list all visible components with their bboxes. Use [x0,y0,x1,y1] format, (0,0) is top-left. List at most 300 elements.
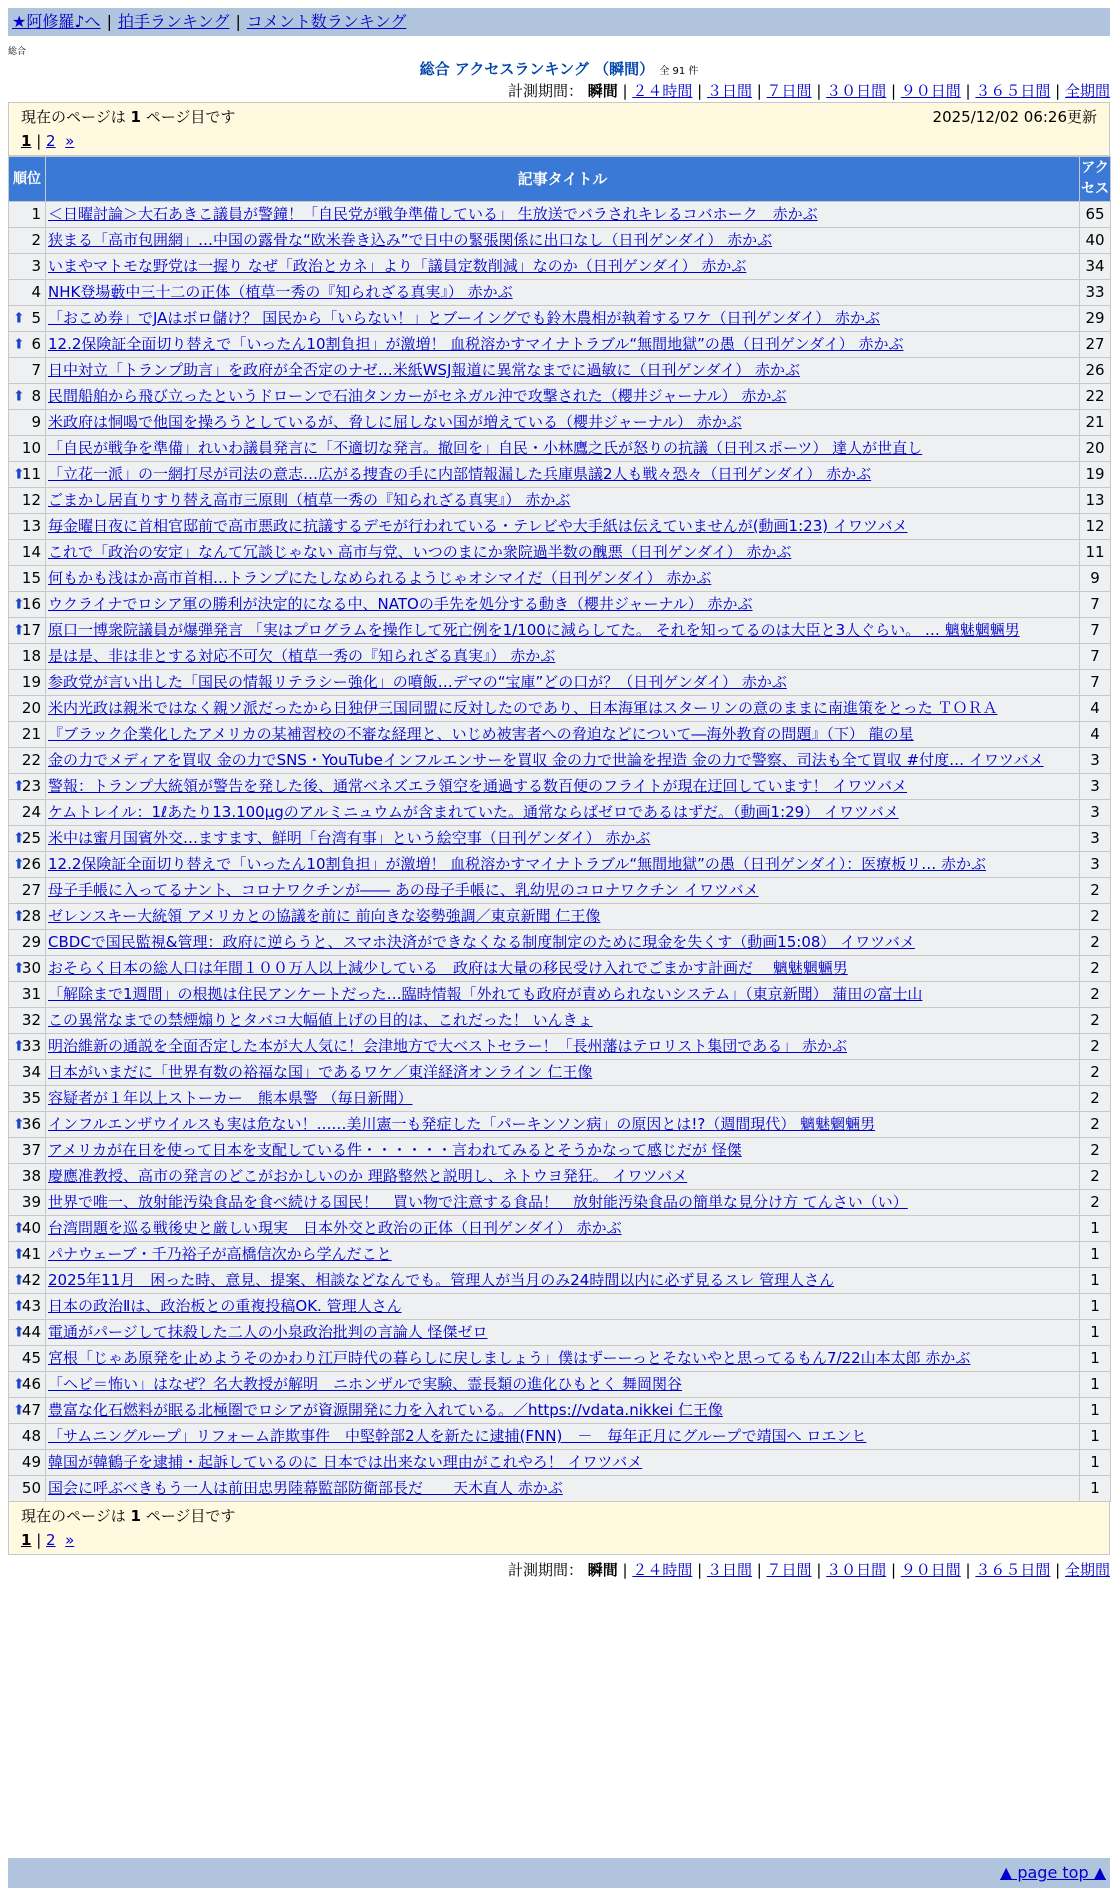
table-row [9,1346,1111,1372]
article-link[interactable]: 民間船舶から飛び立ったというドローンで石油タンカーがセネガル沖で攻撃された（櫻井ジャーナル） 赤かぶ [48,387,787,405]
rank-cell [9,228,46,254]
rank-number: 50 [21,1479,41,1497]
period-option-5[interactable]: ３６５日間 [975,1561,1051,1579]
period-option-3[interactable]: ３０日間 [826,1561,887,1579]
category-label: 総合 [8,47,27,57]
rank-number: 47 [21,1401,41,1419]
period-option-1[interactable]: ３日間 [706,1561,752,1579]
title-cell [46,1242,1080,1268]
comment-ranking-link[interactable]: コメント数ランキング [246,12,407,31]
article-link[interactable]: 明治維新の通説を全面否定した本が大人気に！会津地方で大ベストセラー！「長州藩はテロリスト集団である」 赤かぶ [48,1037,848,1055]
page-top-link[interactable]: ▲ page top ▲ [999,1863,1106,1882]
rank-cell [9,1320,46,1346]
title-cell [46,852,1080,878]
table-row [9,280,1111,306]
rank-number: 49 [21,1453,41,1471]
title-cell [46,1268,1080,1294]
period-option-6[interactable]: 全期間 [1064,1561,1110,1579]
title-cell [46,930,1080,956]
table-row [9,254,1111,280]
rank-cell [9,306,46,332]
table-row [9,1216,1111,1242]
access-count: 1 [1080,1242,1111,1268]
rank-cell [9,826,46,852]
article-link[interactable]: 米中は蜜月国賓外交…ますます、鮮明「台湾有事」という絵空事（日刊ゲンダイ） 赤かぶ [48,829,651,847]
title-cell [46,1216,1080,1242]
access-count: 34 [1080,254,1111,280]
article-link[interactable]: 「自民が戦争を準備」れいわ議員発言に「不適切な発言。撤回を」自民・小林鷹之氏が怒りの抗議（日刊スポーツ） 達人が世直し [48,439,923,457]
title-cell [46,1138,1080,1164]
article-link[interactable]: 電通がパージして抹殺した二人の小泉政治批判の言論人 怪傑ゼロ [48,1323,488,1341]
table-row [9,904,1111,930]
rank-cell [9,1008,46,1034]
access-count: 2 [1080,982,1111,1008]
article-link[interactable]: 「ヘビ＝怖い」はなぜ？名大教授が解明 ニホンザルで実験、霊長類の進化ひもとく 舞岡関谷 [48,1375,683,1393]
period-option-0[interactable]: ２４時間 [632,1561,693,1579]
arrow-up-icon: ⬆ [13,388,25,404]
period-selector: 計測期間： 瞬間 | ２４時間 | ３日間 | ７日間 | ３０日間 | ９０日間 | ３６５日間 | 全期間 [507,1561,1110,1579]
title-cell [46,592,1080,618]
access-count: 7 [1080,618,1111,644]
arrow-up-icon: ⬆ [13,1402,25,1418]
title-cell [46,566,1080,592]
header-access: アクセス [1080,157,1111,202]
rank-cell [9,1138,46,1164]
period-option-0[interactable]: ２４時間 [632,82,693,100]
access-count: 2 [1080,1008,1111,1034]
table-row [9,748,1111,774]
access-count: 2 [1080,1034,1111,1060]
rank-number: 30 [21,959,41,977]
article-link[interactable]: ゼレンスキー大統領 アメリカとの協議を前に 前向きな姿勢強調／東京新聞 仁王像 [48,907,601,925]
arrow-up-icon: ⬆ [13,908,25,924]
rank-number: 21 [21,725,41,743]
rank-number: 15 [21,569,41,587]
title-cell [46,1450,1080,1476]
rank-number: 38 [21,1167,41,1185]
period-label: 計測期間： [507,1561,588,1579]
access-count: 1 [1080,1346,1111,1372]
article-link[interactable]: 『ブラック企業化したアメリカの某補習校の不審な経理と、いじめ被害者への脅迫などについて―海外教育の問題』（下） 龍の星 [48,725,914,743]
article-link[interactable]: CBDCで国民監視&管理：政府に逆らうと、スマホ決済ができなくなる制度制定のために現金を失くす（動画15:08） イワツバメ [48,933,915,951]
article-link[interactable]: ケムトレイル：1ℓあたり13.100μgのアルミニュウムが含まれていた。通常ならばゼロであるはずだ。（動画1:29） イワツバメ [48,803,899,821]
article-link[interactable]: 母子手帳に入ってるナント、コロナワクチンが―― あの母子手帳に、乳幼児のコロナワクチン イワツバメ [48,881,759,899]
rank-cell [9,1372,46,1398]
access-count: 13 [1080,488,1111,514]
rank-number: 39 [21,1193,41,1211]
arrow-up-icon: ⬆ [13,466,25,482]
article-link[interactable]: おそらく日本の総人口は年間１００万人以上減少している 政府は大量の移民受け入れでごまかす計画だ 魑魅魍魎男 [48,959,848,977]
table-row [9,722,1111,748]
pager-top [8,102,1110,156]
title-cell [46,722,1080,748]
access-count: 2 [1080,1060,1111,1086]
article-link[interactable]: この異常なまでの禁煙煽りとタバコ大幅値上げの目的は、これだった！ いんきょ [48,1011,593,1029]
access-count: 1 [1080,1424,1111,1450]
rank-cell [9,1398,46,1424]
next-page-link[interactable]: » [65,132,75,150]
title-cell [46,1112,1080,1138]
table-row [9,1164,1111,1190]
rank-cell [9,1476,46,1502]
access-count: 3 [1080,774,1111,800]
table-row [9,878,1111,904]
article-link[interactable]: パナウェーブ・千乃裕子が高橋信次から学んだこと [48,1245,392,1263]
period-option-2[interactable]: ７日間 [766,82,812,100]
access-count: 1 [1080,1450,1111,1476]
article-link[interactable]: ＜日曜討論＞大石あきこ議員が警鐘！「自民党が戦争準備している」 生放送でバラされキレるコバホーク 赤かぶ [48,205,818,223]
current-page-text: 現在のページは 1 ページ目です [21,108,236,126]
rank-cell [9,592,46,618]
title-cell [46,202,1080,228]
article-link[interactable]: インフルエンザウイルスも実は危ない！……美川憲一も発症した「パーキンソン病」の原因とは!?（週間現代） 魑魅魍魎男 [48,1115,876,1133]
page-2-link[interactable]: 2 [46,1531,56,1549]
rank-cell [9,566,46,592]
rank-cell [9,1268,46,1294]
rank-cell [9,800,46,826]
table-row [9,670,1111,696]
rank-number: 9 [31,413,41,431]
table-row [9,1242,1111,1268]
title-cell [46,1424,1080,1450]
rank-cell [9,670,46,696]
current-page-text: 現在のページは 1 ページ目です [21,1507,236,1525]
table-row [9,514,1111,540]
article-link[interactable]: 日中対立「トランプ助言」を政府が全否定のナゼ…米紙WSJ報道に異常なまでに過敏に（日刊ゲンダイ） 赤かぶ [48,361,801,379]
arrow-up-icon: ⬆ [13,336,25,352]
article-link[interactable]: 毎金曜日夜に首相官邸前で高市悪政に抗議するデモが行われている・テレビや大手紙は伝えていませんが(動画1:23) イワツバメ [48,517,908,535]
period-option-6[interactable]: 全期間 [1064,82,1110,100]
period-current: 瞬間 [587,1561,618,1579]
access-count: 3 [1080,852,1111,878]
period-label: 計測期間： [507,82,588,100]
rank-number: 7 [31,361,41,379]
rank-number: 37 [21,1141,41,1159]
rank-number: 6 [31,335,41,353]
rank-number: 1 [31,205,41,223]
article-link[interactable]: 台湾問題を巡る戦後史と厳しい現実 日本外交と政治の正体（日刊ゲンダイ） 赤かぶ [48,1219,622,1237]
table-row [9,228,1111,254]
rank-cell [9,1424,46,1450]
title-cell [46,878,1080,904]
page-2-link[interactable]: 2 [46,132,56,150]
title-cell [46,1372,1080,1398]
page-title-text: 総合 アクセスランキング （瞬間） [419,60,655,78]
article-link[interactable]: 2025年11月 困った時、意見、提案、相談などなんでも。管理人が当月のみ24時間以内に必ず見るスレ 管理人さん [48,1271,835,1289]
article-link[interactable]: 警報：トランプ大統領が警告を発した後、通常ベネズエラ領空を通過する数百便のフライトが現在迂回しています！ イワツバメ [48,777,908,795]
top-nav-bar [8,8,1110,36]
arrow-up-icon: ⬆ [13,1376,25,1392]
title-cell [46,1294,1080,1320]
article-link[interactable]: 是は是、非は非とする対応不可欠（植草一秀の『知られざる真実』） 赤かぶ [48,647,556,665]
rank-number: 5 [31,309,41,327]
footer-bar [8,1858,1110,1888]
table-row [9,1268,1111,1294]
title-cell [46,254,1080,280]
access-count: 1 [1080,1476,1111,1502]
article-link[interactable]: 宮根「じゃあ原発を止めようそのかわり江戸時代の暮らしに戻しましょう」僕はずーーっとそないやと思ってるもん7/22山本太郎 赤かぶ [48,1349,971,1367]
access-count: 1 [1080,1268,1111,1294]
title-cell [46,800,1080,826]
title-cell [46,436,1080,462]
ranking-table [8,156,1111,1502]
table-row [9,644,1111,670]
rank-number: 20 [21,699,41,717]
arrow-up-icon: ⬆ [13,310,25,326]
period-current: 瞬間 [587,82,618,100]
article-link[interactable]: 参政党が言い出した「国民の情報リテラシー強化」の噴飯…デマの“宝庫”どの口が？（日刊ゲンダイ） 赤かぶ [48,673,787,691]
arrow-up-icon: ⬆ [13,960,25,976]
rank-number: 29 [21,933,41,951]
access-count: 40 [1080,228,1111,254]
rank-number: 41 [21,1245,41,1263]
page [8,8,1110,1581]
table-row [9,618,1111,644]
clap-ranking-link[interactable]: 拍手ランキング [117,12,230,31]
article-link[interactable]: 豊富な化石燃料が眠る北極圏でロシアが資源開発に力を入れている。／https://vdata.nikkei 仁王像 [48,1401,723,1419]
table-row [9,566,1111,592]
title-cell [46,514,1080,540]
rank-cell [9,618,46,644]
arrow-up-icon: ⬆ [13,1246,25,1262]
rank-number: 25 [21,829,41,847]
rank-number: 35 [21,1089,41,1107]
article-link[interactable]: 12.2保険証全面切り替えで「いったん10割負担」が激増！ 血税溶かすマイナトラブル“無間地獄”の愚（日刊ゲンダイ） 赤かぶ [48,335,904,353]
access-count: 1 [1080,1398,1111,1424]
access-count: 2 [1080,878,1111,904]
rank-number: 34 [21,1063,41,1081]
article-link[interactable]: 米内光政は親米ではなく親ソ派だったから日独伊三国同盟に反対したのであり、日本海軍はスターリンの意のままに南進策をとった ＴＯＲＡ [48,699,998,717]
rank-number: 22 [21,751,41,769]
article-link[interactable]: これで「政治の安定」なんて冗談じゃない 高市与党、いつのまにか衆院過半数の醜悪（日刊ゲンダイ） 赤かぶ [48,543,792,561]
rank-cell [9,514,46,540]
access-count: 20 [1080,436,1111,462]
title-cell [46,1008,1080,1034]
rank-number: 45 [21,1349,41,1367]
rank-number: 8 [31,387,41,405]
pager-bottom [8,1502,1110,1555]
access-count: 22 [1080,384,1111,410]
table-row [9,1320,1111,1346]
rank-number: 28 [21,907,41,925]
article-link[interactable]: 日本の政治Ⅱは、政治板との重複投稿OK. 管理人さん [48,1297,402,1315]
access-count: 4 [1080,722,1111,748]
article-link[interactable]: NHK登場藪中三十二の正体（植草一秀の『知られざる真実』） 赤かぶ [48,283,513,301]
rank-number: 4 [31,283,41,301]
access-count: 9 [1080,566,1111,592]
access-count: 7 [1080,592,1111,618]
rank-number: 36 [21,1115,41,1133]
table-row [9,436,1111,462]
article-link[interactable]: 韓国が韓鶴子を逮捕・起訴しているのに 日本では出来ない理由がこれやろ！ イワツバメ [48,1453,643,1471]
rank-cell [9,878,46,904]
title-cell [46,670,1080,696]
article-link[interactable]: 慶應准教授、高市の発言のどこがおかしいのか 理路整然と説明し、ネトウヨ発狂。 イワツバメ [48,1167,688,1185]
access-count: 65 [1080,202,1111,228]
article-link[interactable]: 金の力でメディアを買収 金の力でSNS・YouTubeインフルエンサーを買収 金の力で世論を捏造 金の力で警察、司法も全て買収 #付度… イワツバメ [48,751,1044,769]
rank-cell [9,1346,46,1372]
table-row [9,826,1111,852]
title-cell [46,410,1080,436]
rank-number: 2 [31,231,41,249]
rank-cell [9,774,46,800]
article-link[interactable]: 国会に呼ぶべきもう一人は前田忠男陸幕監部防衛部長だ 天木直人 赤かぶ [48,1479,563,1497]
access-count: 7 [1080,670,1111,696]
period-option-4[interactable]: ９０日間 [900,82,961,100]
title-cell [46,1476,1080,1502]
rank-number: 10 [21,439,41,457]
access-count: 3 [1080,826,1111,852]
rank-cell [9,1242,46,1268]
title-cell [46,696,1080,722]
period-option-3[interactable]: ３０日間 [826,82,887,100]
arrow-up-icon: ⬆ [13,622,25,638]
title-cell [46,774,1080,800]
rank-number: 11 [21,465,41,483]
access-count: 3 [1080,800,1111,826]
table-row [9,1190,1111,1216]
article-link[interactable]: 容疑者が１年以上ストーカー 熊本県警 （毎日新聞） [48,1089,413,1107]
table-row [9,410,1111,436]
article-link[interactable]: いまやマトモな野党は一握り なぜ「政治とカネ」より「議員定数削減」なのか（日刊ゲンダイ） 赤かぶ [48,257,747,275]
arrow-up-icon: ⬆ [13,1116,25,1132]
arrow-up-icon: ⬆ [13,856,25,872]
article-link[interactable]: 「解除まで1週間」の根拠は住民アンケートだった…臨時情報「外れても政府が責められないシステム」（東京新聞） 蒲田の富士山 [48,985,923,1003]
next-page-link[interactable]: » [65,1531,75,1549]
article-link[interactable]: 米政府は恫喝で他国を操ろうとしているが、脅しに屈しない国が増えている（櫻井ジャーナル） 赤かぶ [48,413,742,431]
access-count: 2 [1080,956,1111,982]
table-row [9,956,1111,982]
page-1-current: 1 [21,132,32,150]
title-cell [46,462,1080,488]
article-link[interactable]: 「サムニングループ」リフォーム詐欺事件 中堅幹部2人を新たに逮捕(FNN) － 毎年正月にグループで靖国へ ロエンヒ [48,1427,867,1445]
access-count: 29 [1080,306,1111,332]
rank-number: 16 [21,595,41,613]
article-link[interactable]: 何もかも浅はか高市首相…トランプにたしなめられるようじゃオシマイだ（日刊ゲンダイ） 赤かぶ [48,569,712,587]
title-cell [46,280,1080,306]
rank-number: 27 [21,881,41,899]
pagination: 1 | 2 » [21,132,75,150]
rank-cell [9,1112,46,1138]
rank-cell [9,1294,46,1320]
arrow-up-icon: ⬆ [13,1038,25,1054]
rank-cell [9,748,46,774]
access-count: 26 [1080,358,1111,384]
period-option-1[interactable]: ３日間 [706,82,752,100]
rank-cell [9,1034,46,1060]
article-link[interactable]: 「立花一派」の一網打尽が司法の意志…広がる捜査の手に内部情報漏した兵庫県議2人も戦々恐々（日刊ゲンダイ） 赤かぶ [48,465,872,483]
table-row [9,982,1111,1008]
table-row [9,1476,1111,1502]
rank-cell [9,1216,46,1242]
rank-cell [9,982,46,1008]
rank-cell [9,384,46,410]
rank-number: 42 [21,1271,41,1289]
rank-number: 31 [21,985,41,1003]
table-row [9,1372,1111,1398]
article-link[interactable]: ごまかし居直りすり替え高市三原則（植草一秀の『知られざる真実』） 赤かぶ [48,491,571,509]
rank-cell [9,540,46,566]
article-link[interactable]: 狭まる「高市包囲網」…中国の露骨な“欧米巻き込み”で日中の緊張関係に出口なし（日刊ゲンダイ） 赤かぶ [48,231,773,249]
rank-cell [9,254,46,280]
period-option-2[interactable]: ７日間 [766,1561,812,1579]
rank-number: 44 [21,1323,41,1341]
rank-cell [9,462,46,488]
table-row [9,306,1111,332]
table-row [9,930,1111,956]
rank-number: 12 [21,491,41,509]
rank-number: 48 [21,1427,41,1445]
access-count: 21 [1080,410,1111,436]
arrow-up-icon: ⬆ [13,1324,25,1340]
article-link[interactable]: 日本がいまだに「世界有数の裕福な国」であるワケ／東洋経済オンライン 仁王像 [48,1063,593,1081]
access-count: 2 [1080,930,1111,956]
rank-number: 18 [21,647,41,665]
article-link[interactable]: アメリカが在日を使って日本を支配している件・・・・・・言われてみるとそうかなって感じだが 怪傑 [48,1141,742,1159]
rank-cell [9,1164,46,1190]
title-cell [46,982,1080,1008]
access-count: 2 [1080,1190,1111,1216]
arrow-up-icon: ⬆ [13,1220,25,1236]
title-cell [46,332,1080,358]
rank-cell [9,852,46,878]
table-row [9,852,1111,878]
rank-cell [9,332,46,358]
rank-cell [9,358,46,384]
access-count: 12 [1080,514,1111,540]
access-count: 2 [1080,904,1111,930]
rank-cell [9,202,46,228]
home-link[interactable]: ★阿修羅♪へ [12,12,101,31]
arrow-up-icon: ⬆ [13,1298,25,1314]
header-title: 記事タイトル [46,157,1080,202]
title-cell [46,358,1080,384]
rank-number: 13 [21,517,41,535]
article-link[interactable]: ウクライナでロシア軍の勝利が決定的になる中、NATOの手先を処分する動き（櫻井ジャーナル） 赤かぶ [48,595,753,613]
title-cell [46,384,1080,410]
article-link[interactable]: 「おこめ券」でJAはボロ儲け？ 国民から「いらない！」とブーイングでも鈴木農相が執着するワケ（日刊ゲンダイ） 赤かぶ [48,309,881,327]
access-count: 2 [1080,1138,1111,1164]
period-option-4[interactable]: ９０日間 [900,1561,961,1579]
period-option-5[interactable]: ３６５日間 [975,82,1051,100]
title-cell [46,228,1080,254]
rank-cell [9,696,46,722]
title-cell [46,1320,1080,1346]
rank-number: 43 [21,1297,41,1315]
ranking-rows [9,202,1111,1502]
access-count: 27 [1080,332,1111,358]
rank-cell [9,410,46,436]
access-count: 1 [1080,1294,1111,1320]
table-row [9,1086,1111,1112]
title-cell [46,1060,1080,1086]
article-link[interactable]: 世界で唯一、放射能汚染食品を食べ続ける国民！ 買い物で注意する食品！ 放射能汚染食品の簡単な見分け方 てんさい（い） [48,1193,908,1211]
title-cell [46,826,1080,852]
title-cell [46,1346,1080,1372]
rank-cell [9,1086,46,1112]
article-link[interactable]: 12.2保険証全面切り替えで「いったん10割負担」が激増！ 血税溶かすマイナトラブル“無間地獄”の愚（日刊ゲンダイ）：医療板リ… 赤かぶ [48,855,986,873]
access-count: 3 [1080,748,1111,774]
rank-cell [9,1450,46,1476]
access-count: 1 [1080,1320,1111,1346]
article-link[interactable]: 原口一博衆院議員が爆弾発言 「実はプログラムを操作して死亡例を1/100に減らしてた。 それを知ってるのは大臣と3人ぐらい。 … 魑魅魍魎男 [48,621,1020,639]
title-cell [46,618,1080,644]
access-count: 7 [1080,644,1111,670]
table-row [9,1138,1111,1164]
rank-number: 46 [21,1375,41,1393]
rank-number: 23 [21,777,41,795]
table-row [9,1034,1111,1060]
